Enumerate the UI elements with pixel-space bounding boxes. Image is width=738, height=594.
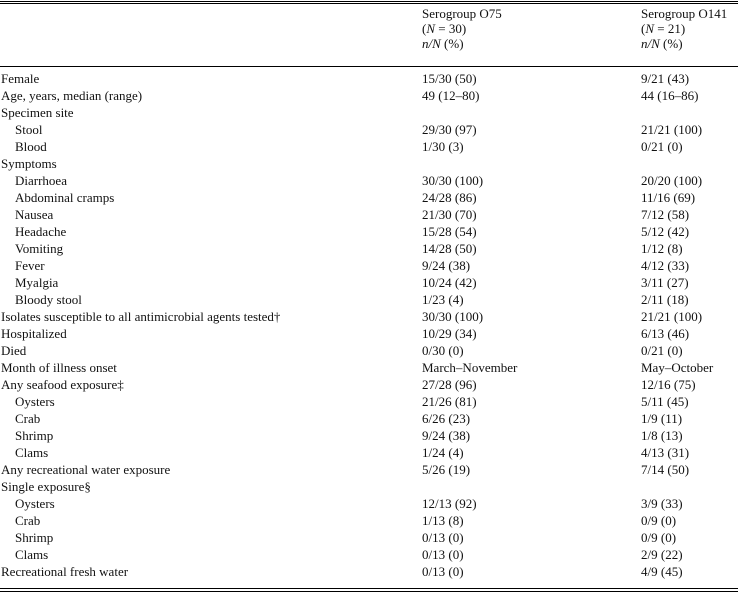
cell-o141: 0/9 (0) [641, 530, 677, 545]
table-row [0, 206, 738, 223]
table-row [0, 308, 738, 325]
cell-o75: March–November [422, 360, 518, 375]
cell-o75: 30/30 (100) [422, 173, 484, 188]
cell-o75: 27/28 (96) [422, 377, 477, 392]
header-o75-n: (N = 30) [422, 21, 467, 36]
row-label: Myalgia [15, 275, 59, 290]
cell-o75: 0/13 (0) [422, 564, 464, 579]
cell-o141: May–October [641, 360, 714, 375]
row-label: Fever [15, 258, 45, 273]
table-row [0, 461, 738, 478]
cell-o141: 4/13 (31) [641, 445, 690, 460]
table-row [0, 274, 738, 291]
table-row [0, 393, 738, 410]
cell-o75: 10/24 (42) [422, 275, 477, 290]
row-label: Abdominal cramps [15, 190, 115, 205]
row-label: Blood [15, 139, 47, 154]
cell-o75: 29/30 (97) [422, 122, 477, 137]
cell-o141: 3/9 (33) [641, 496, 683, 511]
row-label: Oysters [15, 394, 55, 409]
row-label: Specimen site [1, 105, 74, 120]
header-rule [0, 66, 738, 67]
table-row [0, 563, 738, 580]
table-row [0, 138, 738, 155]
table-row [0, 410, 738, 427]
cell-o141: 21/21 (100) [641, 309, 703, 324]
cell-o141: 7/14 (50) [641, 462, 690, 477]
cell-o141: 1/8 (13) [641, 428, 683, 443]
row-label: Vomiting [15, 241, 64, 256]
row-label: Diarrhoea [15, 173, 67, 188]
cell-o141: 1/9 (11) [641, 411, 683, 426]
table-row [0, 495, 738, 512]
table-row [0, 376, 738, 393]
cell-o141: 0/21 (0) [641, 343, 683, 358]
cell-o141: 2/9 (22) [641, 547, 683, 562]
row-label: Hospitalized [1, 326, 67, 341]
cell-o75: 6/26 (23) [422, 411, 471, 426]
cell-o75: 0/13 (0) [422, 547, 464, 562]
table-row [0, 546, 738, 563]
cell-o75: 12/13 (92) [422, 496, 477, 511]
cell-o141: 0/9 (0) [641, 513, 677, 528]
cell-o75: 1/24 (4) [422, 445, 464, 460]
cell-o75: 1/23 (4) [422, 292, 464, 307]
header-o75-name: Serogroup O75 [422, 6, 502, 21]
table-row [0, 87, 738, 104]
header-o75 [422, 6, 502, 51]
bottom-rule-2 [0, 591, 738, 592]
table-row [0, 444, 738, 461]
table-row [0, 104, 738, 121]
header-o141-unit: n/N (%) [641, 36, 683, 51]
cell-o75: 1/13 (8) [422, 513, 464, 528]
row-label: Stool [15, 122, 43, 137]
row-label: Any recreational water exposure [1, 462, 171, 477]
cell-o75: 21/26 (81) [422, 394, 477, 409]
row-label: Shrimp [15, 530, 54, 545]
header-o141-name: Serogroup O141 [641, 6, 728, 21]
cell-o141: 7/12 (58) [641, 207, 690, 222]
row-label: Clams [15, 547, 49, 562]
table-row [0, 325, 738, 342]
table-row [0, 359, 738, 376]
header-o141 [641, 6, 727, 51]
row-label: Female [1, 71, 40, 86]
table-row [0, 257, 738, 274]
header-o75-unit: n/N (%) [422, 36, 464, 51]
row-label: Any seafood exposure‡ [1, 377, 124, 392]
cell-o75: 30/30 (100) [422, 309, 484, 324]
row-label: Symptoms [1, 156, 57, 171]
cell-o141: 21/21 (100) [641, 122, 703, 137]
cell-o75: 0/13 (0) [422, 530, 464, 545]
cell-o75: 15/28 (54) [422, 224, 477, 239]
cell-o141: 6/13 (46) [641, 326, 690, 341]
cell-o75: 5/26 (19) [422, 462, 471, 477]
row-label: Headache [15, 224, 67, 239]
cell-o141: 0/21 (0) [641, 139, 683, 154]
table-row [0, 342, 738, 359]
table-body [0, 70, 738, 580]
cell-o75: 9/24 (38) [422, 428, 471, 443]
cell-o75: 1/30 (3) [422, 139, 464, 154]
table-row [0, 291, 738, 308]
cell-o141: 11/16 (69) [641, 190, 696, 205]
cell-o75: 9/24 (38) [422, 258, 471, 273]
top-rule [0, 1, 738, 2]
row-label: Clams [15, 445, 49, 460]
cell-o141: 3/11 (27) [641, 275, 689, 290]
table-row [0, 240, 738, 257]
row-label: Age, years, median (range) [1, 88, 143, 103]
cell-o141: 4/9 (45) [641, 564, 683, 579]
table-row [0, 155, 738, 172]
table-row [0, 121, 738, 138]
row-label: Crab [15, 513, 41, 528]
row-label: Shrimp [15, 428, 54, 443]
cell-o141: 1/12 (8) [641, 241, 683, 256]
row-label: Month of illness onset [1, 360, 117, 375]
row-label: Crab [15, 411, 41, 426]
row-label: Recreational fresh water [1, 564, 129, 579]
cell-o141: 44 (16–86) [641, 88, 699, 103]
row-label: Bloody stool [15, 292, 82, 307]
cell-o141: 5/12 (42) [641, 224, 690, 239]
cell-o141: 2/11 (18) [641, 292, 689, 307]
cell-o141: 9/21 (43) [641, 71, 690, 86]
cell-o75: 24/28 (86) [422, 190, 477, 205]
row-label: Isolates susceptible to all antimicrobial agents tested† [1, 309, 281, 324]
cell-o75: 0/30 (0) [422, 343, 464, 358]
table-row [0, 478, 738, 495]
table-row [0, 529, 738, 546]
cell-o75: 49 (12–80) [422, 88, 480, 103]
cell-o75: 15/30 (50) [422, 71, 477, 86]
row-label: Nausea [15, 207, 54, 222]
row-label: Died [1, 343, 27, 358]
table-row [0, 427, 738, 444]
row-label: Oysters [15, 496, 55, 511]
table-row [0, 172, 738, 189]
cell-o141: 12/16 (75) [641, 377, 696, 392]
table-row [0, 189, 738, 206]
table-row [0, 512, 738, 529]
cell-o75: 21/30 (70) [422, 207, 477, 222]
cell-o75: 10/29 (34) [422, 326, 477, 341]
top-rule-2 [0, 3, 738, 4]
bottom-rule [0, 588, 738, 589]
row-label: Single exposure§ [1, 479, 91, 494]
cell-o141: 5/11 (45) [641, 394, 689, 409]
cell-o75: 14/28 (50) [422, 241, 477, 256]
table-row [0, 70, 738, 87]
cell-o141: 20/20 (100) [641, 173, 703, 188]
header-o141-n: (N = 21) [641, 21, 686, 36]
table-row [0, 223, 738, 240]
cell-o141: 4/12 (33) [641, 258, 690, 273]
